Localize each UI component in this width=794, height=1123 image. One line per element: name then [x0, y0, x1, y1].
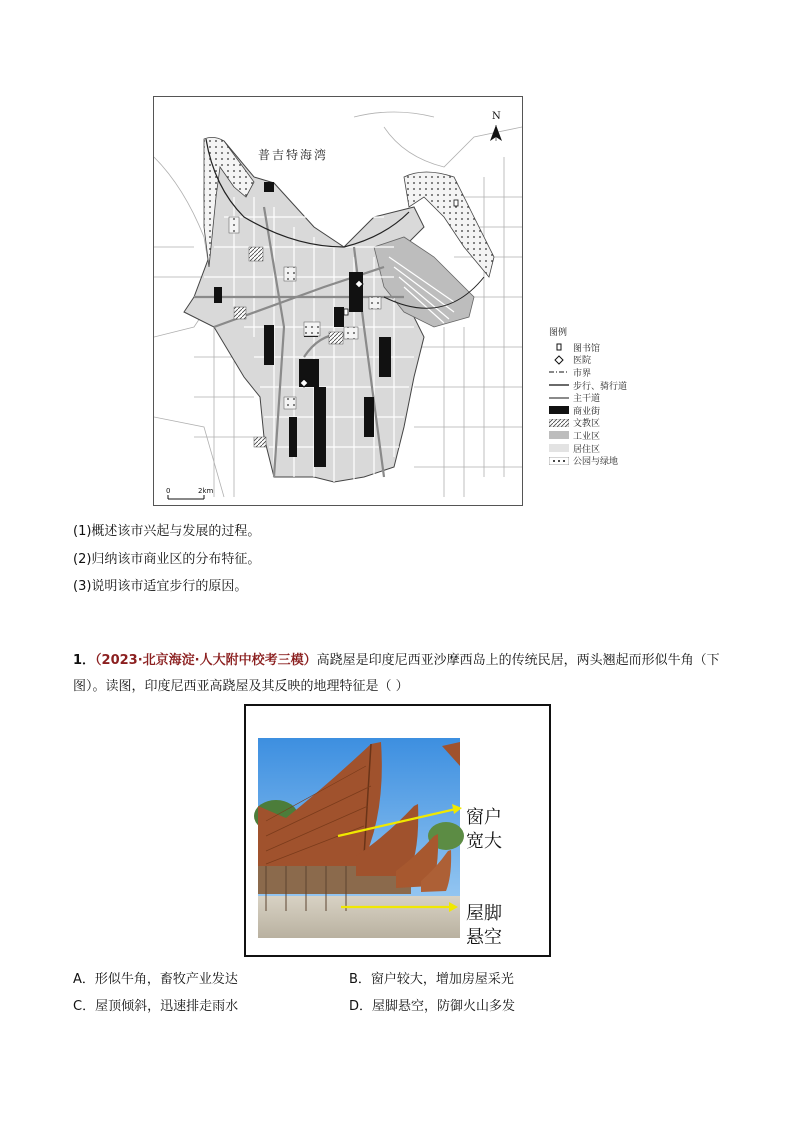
legend-label: 文教区 — [573, 419, 601, 430]
bay-label: 普吉特海湾 — [258, 148, 329, 162]
question-2: (2)归纳该市商业区的分布特征。 — [73, 551, 261, 567]
legend-item-commercial — [549, 404, 669, 417]
legend-label: 公园与绿地 — [573, 457, 619, 468]
stilts-label — [466, 902, 502, 950]
legend-item-boundary — [549, 366, 669, 379]
legend-label: 市界 — [573, 368, 592, 379]
option-c[interactable]: C．屋顶倾斜，迅速排走雨水 — [73, 999, 239, 1014]
map-questions — [73, 518, 260, 601]
multiple-choice-question — [73, 648, 733, 700]
window-label-line2: 宽大 — [466, 831, 502, 852]
legend-title: 图例 — [549, 328, 568, 338]
legend-label: 图书馆 — [573, 343, 601, 354]
city-map-graphic — [154, 97, 522, 505]
park-swatch-icon — [549, 457, 569, 465]
legend-item-hospital — [549, 354, 669, 367]
legend-item-main-road — [549, 391, 669, 404]
industrial-swatch-icon — [549, 431, 569, 439]
education-swatch-icon — [549, 419, 569, 427]
stilt-house-photo — [246, 706, 549, 955]
legend-item-education — [549, 417, 669, 430]
legend-item-walkway — [549, 379, 669, 392]
north-label: N — [492, 111, 501, 122]
window-label — [466, 806, 502, 854]
legend-label: 居住区 — [573, 444, 601, 455]
option-b[interactable]: B．窗户较大，增加房屋采光 — [349, 972, 514, 987]
legend-label: 步行、骑行道 — [573, 381, 628, 392]
scale-distance: 2km — [198, 487, 214, 495]
city-boundary-line-icon — [549, 368, 569, 376]
map-legend — [549, 325, 669, 467]
legend-item-library — [549, 341, 669, 354]
legend-item-industrial — [549, 429, 669, 442]
legend-label: 医院 — [573, 356, 592, 367]
legend-label: 商业街 — [573, 406, 601, 417]
legend-label: 主干道 — [573, 394, 601, 405]
north-arrow — [490, 111, 502, 141]
option-d[interactable]: D．屋脚悬空，防御火山多发 — [349, 999, 516, 1014]
stilts-label-line2: 悬空 — [466, 927, 502, 948]
residential-swatch-icon — [549, 444, 569, 452]
city-map — [153, 96, 523, 506]
walkway-line-icon — [549, 381, 569, 389]
legend-item-residential — [549, 442, 669, 455]
commercial-swatch-icon — [549, 406, 569, 414]
question-1: (1)概述该市兴起与发展的过程。 — [73, 524, 261, 539]
window-label-line1: 窗户 — [466, 807, 502, 828]
city-land — [184, 139, 424, 482]
stilts-label-line1: 屋脚 — [466, 903, 502, 924]
question-source: （2023·北京海淀·人大附中校考三模） — [95, 653, 317, 668]
legend-label: 工业区 — [573, 431, 601, 442]
option-a[interactable]: A．形似牛角，畜牧产业发达 — [73, 972, 238, 987]
scale-zero: 0 — [166, 487, 171, 495]
scale-bar — [166, 487, 214, 499]
question-number: 1． — [73, 653, 96, 668]
question-3: (3)说明该市适宜步行的原因。 — [73, 579, 248, 594]
legend-item-park — [549, 454, 669, 467]
question-stem: 高跷屋是印度尼西亚沙摩西岛上的传统民居，两头翘起而形似牛角（下图）。读图，印度尼西亚高跷屋及其反映的地理特征是（ ） — [73, 653, 720, 694]
main-road-line-icon — [549, 394, 569, 402]
stilt-house-figure — [244, 704, 551, 957]
library-icon — [549, 343, 569, 351]
hospital-icon — [549, 356, 569, 364]
